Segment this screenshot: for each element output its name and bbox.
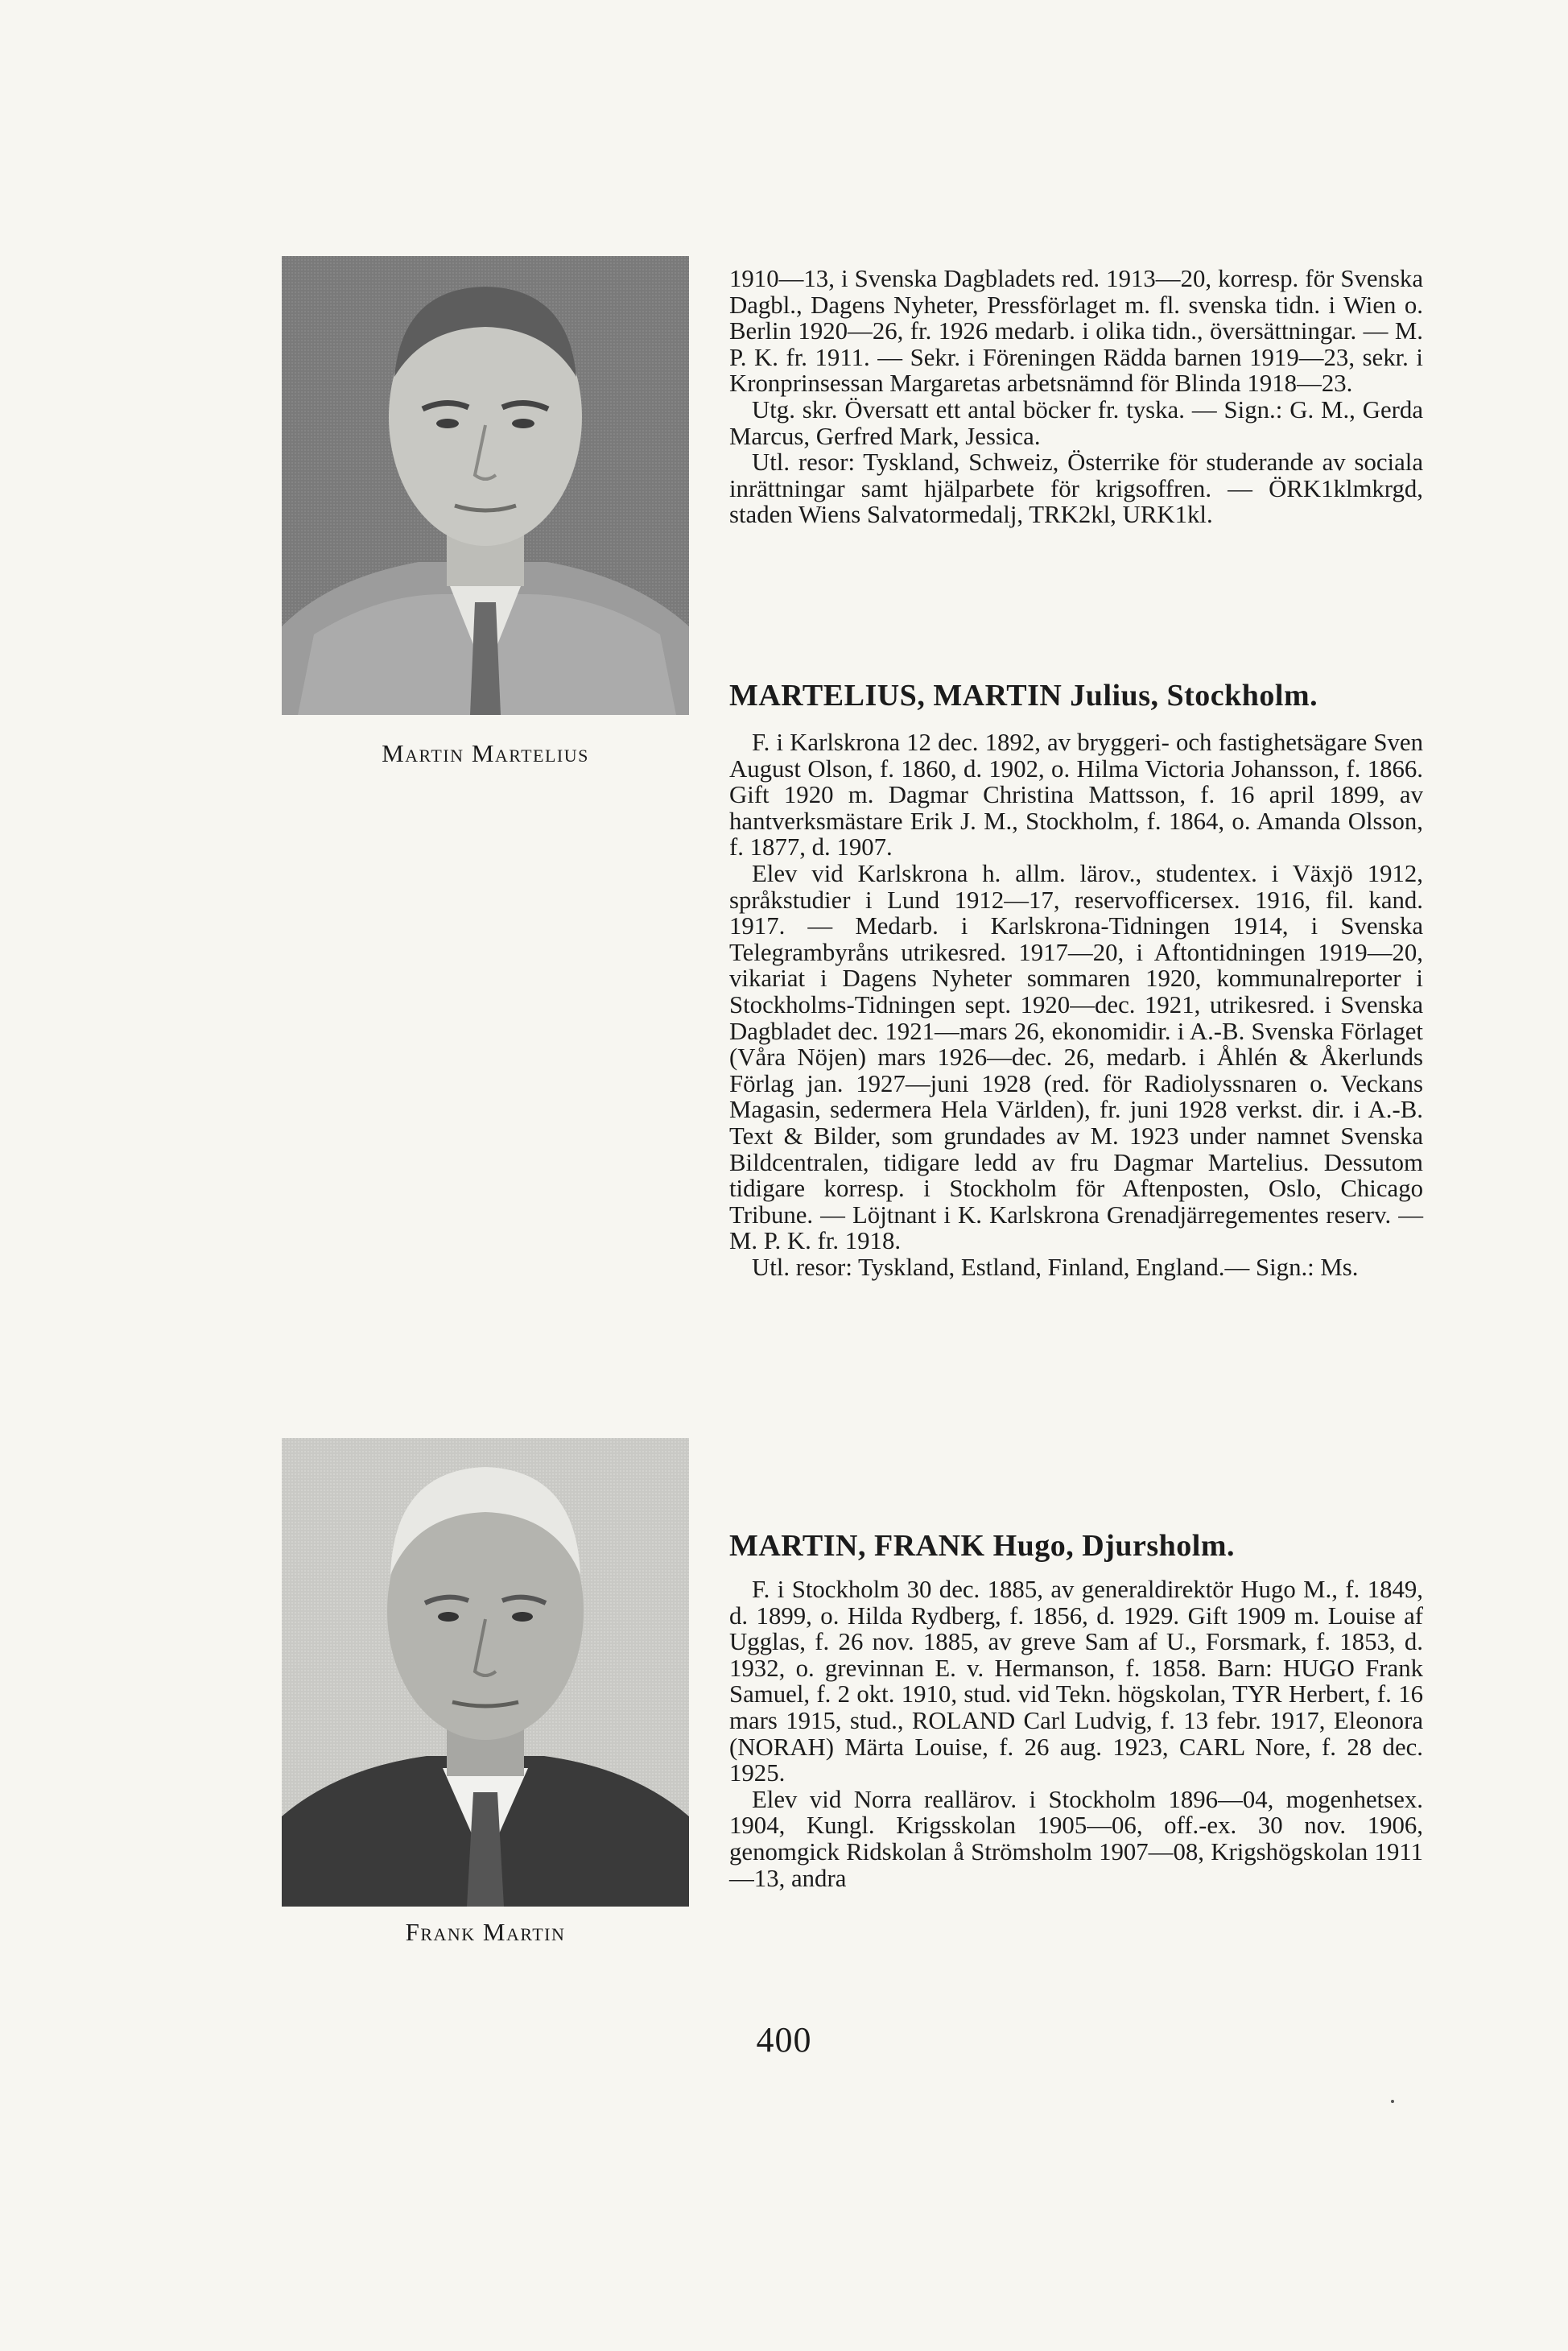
biography-entry-martin: [729, 1576, 1423, 1891]
entry-paragraph: 1910—13, i Svenska Dagbladets red. 1913—20, korresp. för Svenska Dagbl., Dagens Nyheter, Pressförlaget m. fl. svenska tidn. i Wien o. Berlin 1920—26, fr. 1926 medarb. i olika tidn., översättningar. — M. P. K. fr. 1911. — Sekr. i Föreningen Rädda barnen 1919—23, sekr. i Kronprinsessan Margaretas arbetsnämnd för Blinda 1918—23.: [729, 265, 1423, 398]
entry-heading-martelius: MARTELIUS, MARTIN Julius, Stockholm.: [729, 679, 1318, 713]
paper-speck: [1391, 2100, 1394, 2103]
entry-heading-martin: MARTIN, FRANK Hugo, Djursholm.: [729, 1529, 1236, 1563]
portrait-photo-frank-martin: [282, 1438, 689, 1907]
portrait-caption: Frank Martin: [405, 1918, 566, 1946]
portrait-photo-icon: [282, 1438, 689, 1907]
entry-paragraph: Utl. resor: Tyskland, Estland, Finland, England.— Sign.: Ms.: [752, 1253, 1359, 1281]
entry-paragraph: F. i Karlskrona 12 dec. 1892, av bryggeri- och fastighetsägare Sven August Olson, f. 1860, d. 1902, o. Hilma Victoria Johansson, f. 1866. Gift 1920 m. Dagmar Christina Mattsson, f. 16 april 1899, av hantverksmästare Erik J. M., Stockholm, f. 1864, o. Amanda Olsson, f. 1877, d. 1907.: [729, 729, 1423, 861]
entry-paragraph: Elev vid Norra reallärov. i Stockholm 1896—04, mogenhetsex. 1904, Kungl. Krigsskolan 1905—06, off.-ex. 30 nov. 1906, genomgick Ridskolan å Strömsholm 1907—08, Krigshögskolan 1911—13, andra: [729, 1785, 1423, 1892]
portrait-caption: Martin Martelius: [382, 739, 589, 767]
portrait-photo-icon: [282, 256, 689, 715]
biography-entry-martelius: [729, 729, 1423, 1280]
entry-paragraph: F. i Stockholm 30 dec. 1885, av generaldirektör Hugo M., f. 1849, d. 1899, o. Hilda Rydberg, f. 1856, d. 1929. Gift 1909 m. Louise af Ugglas, f. 26 nov. 1885, av greve Sam af U., Forsmark, f. 1853, d. 1932, o. grevinnan E. v. Hermanson, f. 1858. Barn: HUGO Frank Samuel, f. 2 okt. 1910, stud. vid Tekn. högskolan, TYR Herbert, f. 16 mars 1915, stud., ROLAND Carl Ludvig, f. 13 febr. 1917, Eleonora (NORAH) Märta Louise, f. 26 aug. 1923, CARL Nore, f. 28 dec. 1925.: [729, 1576, 1423, 1787]
page-number: 400: [756, 2020, 812, 2060]
biography-entry-continuation: [729, 266, 1423, 528]
entry-paragraph: Utl. resor: Tyskland, Schweiz, Österrike för studerande av sociala inrättningar samt hjälparbete för krigsoffren. — ÖRK1klmkrgd, staden Wiens Salvatormedalj, TRK2kl, URK1kl.: [729, 448, 1423, 529]
portrait-photo-martin-martelius: [282, 256, 689, 715]
entry-paragraph: Elev vid Karlskrona h. allm. lärov., studentex. i Växjö 1912, språkstudier i Lund 1912—17, reservofficersex. 1916, fil. kand. 1917. — Medarb. i Karlskrona-Tidningen 1914, i Svenska Telegrambyråns utrikesred. 1917—20, i Aftontidningen 1919—20, vikariat i Dagens Nyheter sommaren 1920, kommunalreporter i Stockholms-Tidningen sept. 1920—dec. 1921, utrikesred. i Svenska Dagbladet dec. 1921—mars 26, ekonomidir. i A.-B. Svenska Förlaget (Våra Nöjen) mars 1926—dec. 26, medarb. i Åhlén & Åkerlunds Förlag jan. 1927—juni 1928 (red. för Radiolyssnaren o. Veckans Magasin, sedermera Hela Världen), fr. juni 1928 verkst. dir. i A.-B. Text & Bilder, som grundades av M. 1923 under namnet Svenska Bildcentralen, tidigare ledd av fru Dagmar Martelius. Dessutom tidigare korresp. i Stockholm för Aftenposten, Oslo, Chicago Tribune. — Löjtnant i K. Karlskrona Grenadjärregementes reserv. — M. P. K. fr. 1918.: [729, 859, 1423, 1255]
entry-paragraph: Utg. skr. Översatt ett antal böcker fr. tyska. — Sign.: G. M., Gerda Marcus, Gerfred Mark, Jessica.: [729, 395, 1423, 450]
